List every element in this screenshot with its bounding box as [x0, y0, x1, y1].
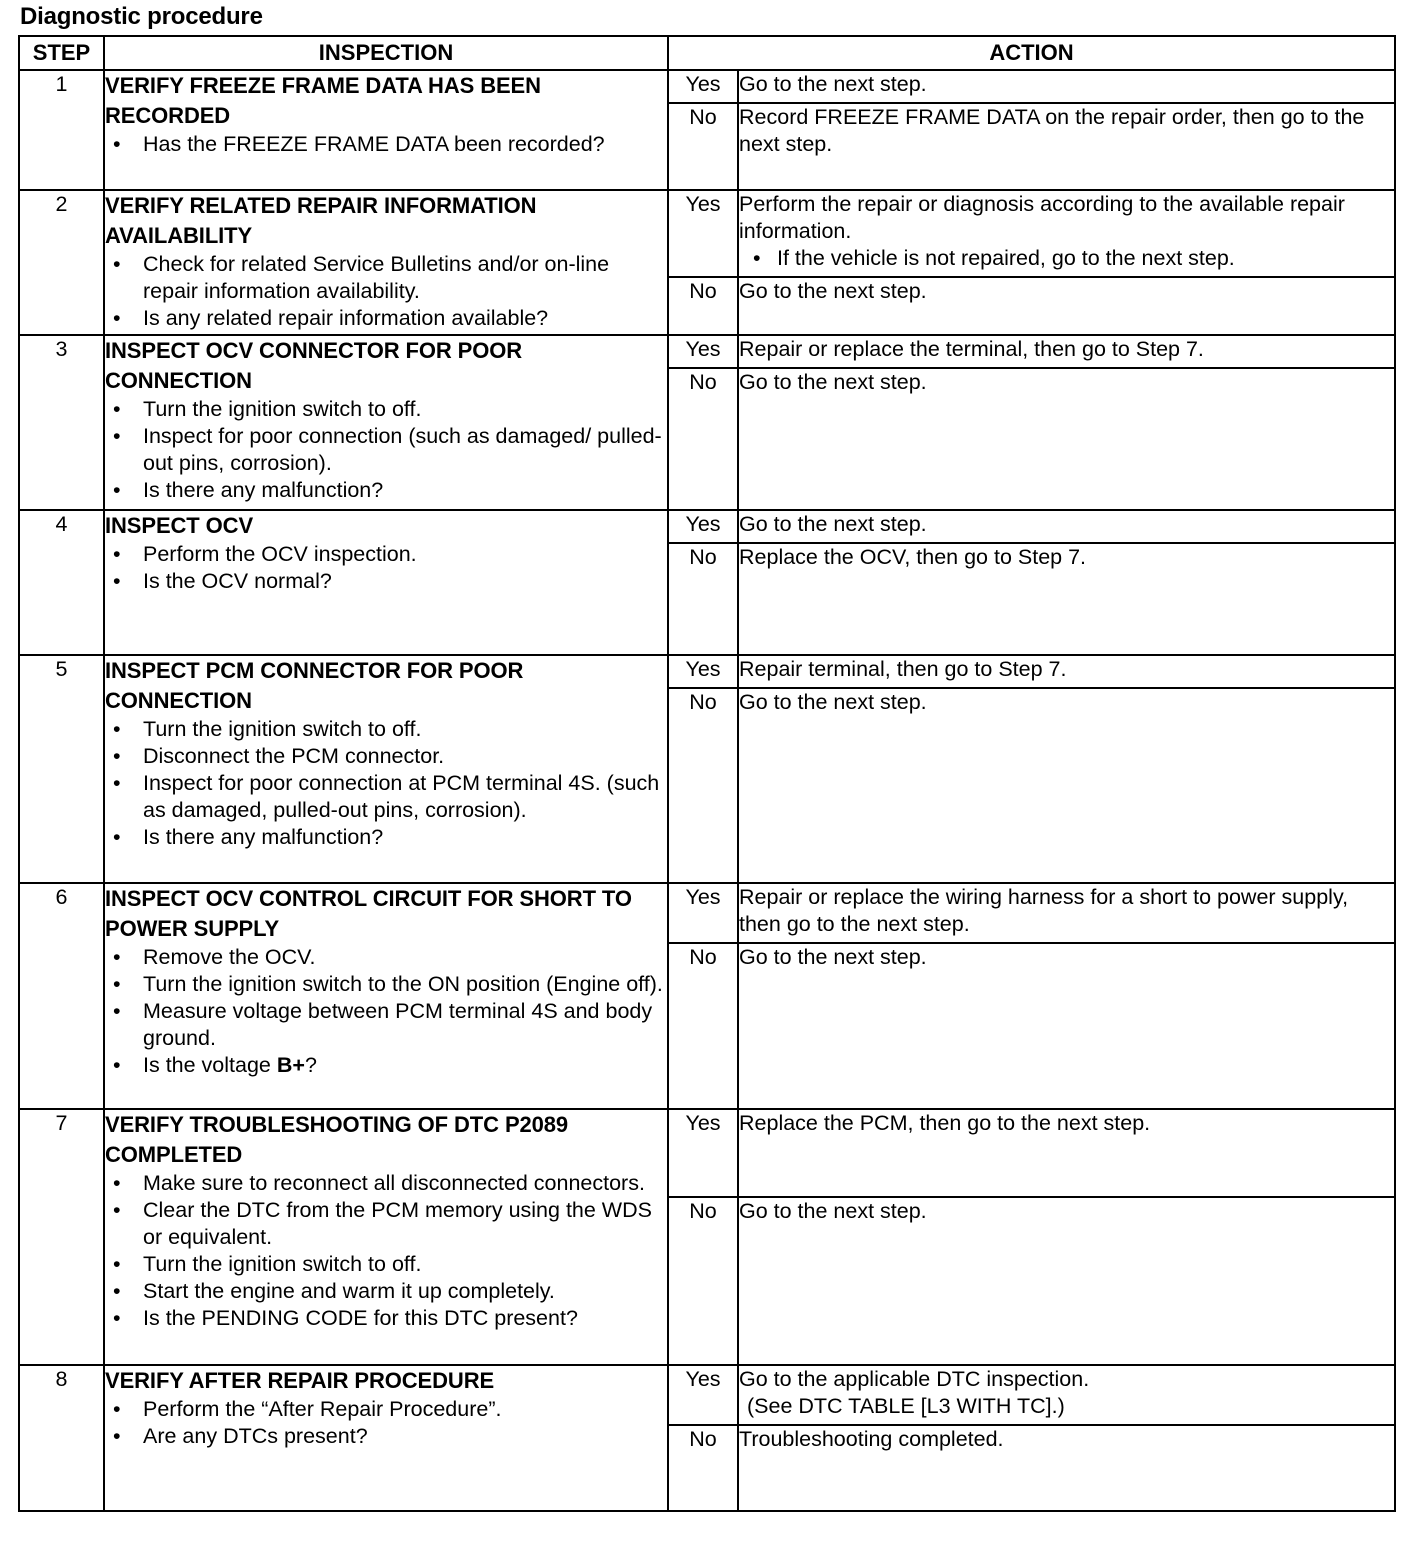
inspection-bullets	[105, 541, 667, 595]
step-2-yes-row	[19, 190, 1395, 277]
yes-label: Yes	[668, 1365, 738, 1425]
no-label: No	[668, 368, 738, 510]
yes-action-cell	[738, 1365, 1395, 1425]
step-3-yes-row	[19, 335, 1395, 368]
yes-action-cell	[738, 190, 1395, 277]
step-number: 1	[19, 70, 104, 190]
inspection-title: INSPECT PCM CONNECTOR FOR POOR CONNECTION	[105, 658, 524, 713]
yes-action: Go to the next step.	[738, 70, 1395, 103]
no-label: No	[668, 1197, 738, 1365]
yes-label: Yes	[668, 335, 738, 368]
action-bullet-item: • If the vehicle is not repaired, go to the next step.	[777, 245, 1394, 272]
inspection-cell	[104, 1109, 668, 1365]
step-number: 6	[19, 883, 104, 1109]
bullet-item: • Perform the OCV inspection.	[143, 541, 667, 568]
header-inspection: INSPECTION	[104, 36, 668, 70]
bullet-item: • Inspect for poor connection (such as damaged/ pulled-out pins, corrosion).	[143, 423, 667, 477]
step-number: 7	[19, 1109, 104, 1365]
bullet-item: • Perform the “After Repair Procedure”.	[143, 1396, 667, 1423]
yes-label: Yes	[668, 70, 738, 103]
inspection-cell	[104, 1365, 668, 1511]
inspection-title: VERIFY AFTER REPAIR PROCEDURE	[105, 1368, 495, 1393]
inspection-cell	[104, 655, 668, 883]
bullet-text-suffix: ?	[304, 1053, 317, 1077]
bullet-item: • Turn the ignition switch to off.	[143, 1251, 667, 1278]
bullet-item	[143, 1052, 667, 1079]
bullet-item: • Turn the ignition switch to off.	[143, 396, 667, 423]
step-1-yes-row	[19, 70, 1395, 103]
step-6-yes-row	[19, 883, 1395, 943]
page-title: Diagnostic procedure	[20, 3, 263, 30]
no-action: Go to the next step.	[738, 368, 1395, 510]
no-label: No	[668, 277, 738, 335]
bullet-item: • Turn the ignition switch to off.	[143, 716, 667, 743]
bullet-item: • Inspect for poor connection at PCM terminal 4S. (such as damaged, pulled-out pins, corrosion).	[143, 770, 667, 824]
header-action: ACTION	[668, 36, 1395, 70]
inspection-bullets	[105, 944, 667, 1079]
header-step: STEP	[19, 36, 104, 70]
step-number: 4	[19, 510, 104, 655]
inspection-bullets	[105, 251, 667, 332]
inspection-cell	[104, 70, 668, 190]
bullet-item: • Remove the OCV.	[143, 944, 667, 971]
inspection-title: VERIFY TROUBLESHOOTING OF DTC P2089 COMPLETED	[105, 1112, 569, 1167]
step-number: 5	[19, 655, 104, 883]
inspection-cell	[104, 883, 668, 1109]
step-5-yes-row	[19, 655, 1395, 688]
no-action: Go to the next step.	[738, 688, 1395, 883]
step-number: 3	[19, 335, 104, 510]
yes-label: Yes	[668, 510, 738, 543]
action-bullets	[739, 245, 1394, 272]
inspection-title: INSPECT OCV	[105, 513, 254, 538]
step-number: 2	[19, 190, 104, 335]
bullet-text: Is the voltage	[143, 1053, 277, 1077]
inspection-bullets	[105, 1396, 667, 1450]
inspection-title: VERIFY RELATED REPAIR INFORMATION AVAILABILITY	[105, 193, 537, 248]
no-action: Go to the next step.	[738, 277, 1395, 335]
bullet-item: • Is any related repair information available?	[143, 305, 667, 332]
table-header-row	[19, 36, 1395, 70]
yes-label: Yes	[668, 655, 738, 688]
step-4-yes-row	[19, 510, 1395, 543]
inspection-cell	[104, 190, 668, 335]
bullet-item: • Start the engine and warm it up completely.	[143, 1278, 667, 1305]
bullet-item: • Is the OCV normal?	[143, 568, 667, 595]
no-action: Go to the next step.	[738, 1197, 1395, 1365]
inspection-bullets	[105, 1170, 667, 1332]
bullet-item: • Has the FREEZE FRAME DATA been recorded?	[143, 131, 667, 158]
no-label: No	[668, 1425, 738, 1511]
yes-action: Replace the PCM, then go to the next step.	[738, 1109, 1395, 1197]
no-label: No	[668, 688, 738, 883]
bullet-item: • Clear the DTC from the PCM memory using the WDS or equivalent.	[143, 1197, 667, 1251]
yes-label: Yes	[668, 883, 738, 943]
bullet-bold-value: B+	[276, 1053, 305, 1077]
bullet-item: • Measure voltage between PCM terminal 4S and body ground.	[143, 998, 667, 1052]
yes-action-reference: (See DTC TABLE [L3 WITH TC].)	[747, 1394, 1065, 1418]
diagnostic-table	[18, 35, 1396, 1512]
inspection-cell	[104, 510, 668, 655]
bullet-item: • Disconnect the PCM connector.	[143, 743, 667, 770]
inspection-title: INSPECT OCV CONNECTOR FOR POOR CONNECTION	[105, 338, 523, 393]
bullet-item: • Make sure to reconnect all disconnected connectors.	[143, 1170, 667, 1197]
bullet-item: • Is there any malfunction?	[143, 824, 667, 851]
yes-action: Repair terminal, then go to Step 7.	[738, 655, 1395, 688]
yes-action: Perform the repair or diagnosis according to the available repair information.	[739, 192, 1345, 243]
step-number: 8	[19, 1365, 104, 1511]
bullet-item: • Is the PENDING CODE for this DTC present?	[143, 1305, 667, 1332]
yes-action: Go to the next step.	[738, 510, 1395, 543]
no-label: No	[668, 543, 738, 655]
no-action: Troubleshooting completed.	[738, 1425, 1395, 1511]
yes-label: Yes	[668, 1109, 738, 1197]
no-action: Replace the OCV, then go to Step 7.	[738, 543, 1395, 655]
step-8-yes-row	[19, 1365, 1395, 1425]
inspection-bullets	[105, 396, 667, 504]
yes-action: Repair or replace the terminal, then go to Step 7.	[738, 335, 1395, 368]
bullet-item: • Is there any malfunction?	[143, 477, 667, 504]
inspection-bullets	[105, 131, 667, 158]
no-action: Record FREEZE FRAME DATA on the repair order, then go to the next step.	[738, 103, 1395, 190]
inspection-cell	[104, 335, 668, 510]
yes-action: Repair or replace the wiring harness for a short to power supply, then go to the next step.	[738, 883, 1395, 943]
yes-label: Yes	[668, 190, 738, 277]
inspection-title: VERIFY FREEZE FRAME DATA HAS BEEN RECORDED	[105, 73, 541, 128]
bullet-item: • Are any DTCs present?	[143, 1423, 667, 1450]
no-action: Go to the next step.	[738, 943, 1395, 1109]
inspection-title: INSPECT OCV CONTROL CIRCUIT FOR SHORT TO POWER SUPPLY	[105, 886, 632, 941]
no-label: No	[668, 943, 738, 1109]
no-label: No	[668, 103, 738, 190]
bullet-item: • Turn the ignition switch to the ON position (Engine off).	[143, 971, 667, 998]
inspection-bullets	[105, 716, 667, 851]
step-7-yes-row	[19, 1109, 1395, 1197]
yes-action: Go to the applicable DTC inspection.	[739, 1367, 1090, 1391]
bullet-item: • Check for related Service Bulletins and/or on-line repair information availability.	[143, 251, 667, 305]
